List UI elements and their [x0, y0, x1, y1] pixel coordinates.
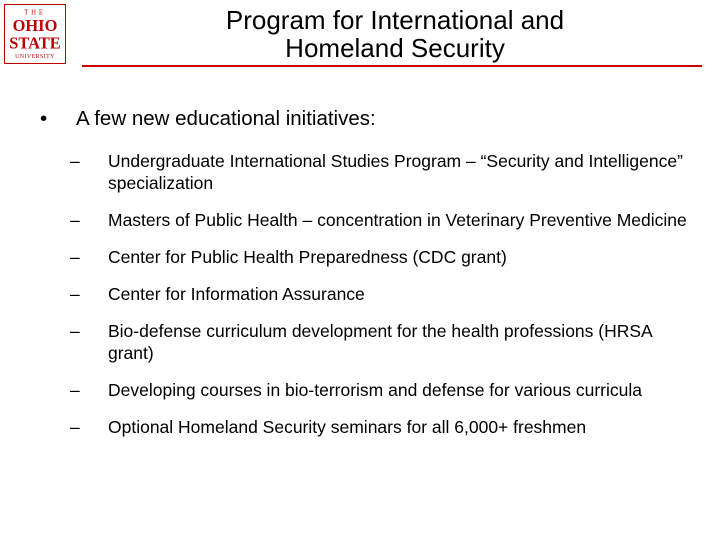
logo-line-the: THE: [24, 9, 46, 17]
dash-marker: –: [70, 321, 80, 341]
list-item-text: Bio-defense curriculum development for the health professions (HRSA grant): [108, 321, 652, 363]
dash-marker: –: [70, 284, 80, 304]
list-item-text: Undergraduate International Studies Program – “Security and Intelligence” specialization: [108, 151, 683, 193]
dash-marker: –: [70, 151, 80, 171]
slide-title-line-2: Homeland Security: [285, 33, 505, 63]
list-item-text: Optional Homeland Security seminars for all 6,000+ freshmen: [108, 417, 587, 437]
logo-line-ohio: OHIO: [12, 16, 58, 36]
list-item: [70, 209, 700, 231]
list-item: [70, 320, 700, 364]
list-item: [70, 379, 700, 401]
list-item-text: Center for Public Health Preparedness (CDC grant): [108, 247, 507, 267]
list-item: [70, 416, 700, 438]
ohio-state-logo-mark: [5, 5, 65, 63]
slide-body: [40, 106, 700, 453]
sub-bullet-list: [40, 150, 700, 438]
list-item-text: Center for Information Assurance: [108, 284, 365, 304]
logo-line-university: UNIVERSITY: [15, 54, 55, 61]
dash-marker: –: [70, 417, 80, 437]
ohio-state-logo: [4, 4, 66, 64]
dash-marker: –: [70, 247, 80, 267]
dash-marker: –: [70, 380, 80, 400]
slide-title: [130, 6, 660, 62]
main-bullet-text: A few new educational initiatives:: [76, 107, 376, 130]
main-bullet: [40, 106, 700, 132]
dash-marker: –: [70, 210, 80, 230]
list-item: [70, 246, 700, 268]
logo-line-state: STATE: [9, 33, 61, 53]
bullet-marker: •: [40, 107, 48, 130]
list-item-text: Developing courses in bio-terrorism and defense for various curricula: [108, 380, 642, 400]
slide-title-line-1: Program for International and: [225, 5, 565, 35]
list-item-text: Masters of Public Health – concentration in Veterinary Preventive Medicine: [108, 210, 687, 230]
title-divider: [82, 65, 702, 67]
list-item: [70, 283, 700, 305]
list-item: [70, 150, 700, 194]
